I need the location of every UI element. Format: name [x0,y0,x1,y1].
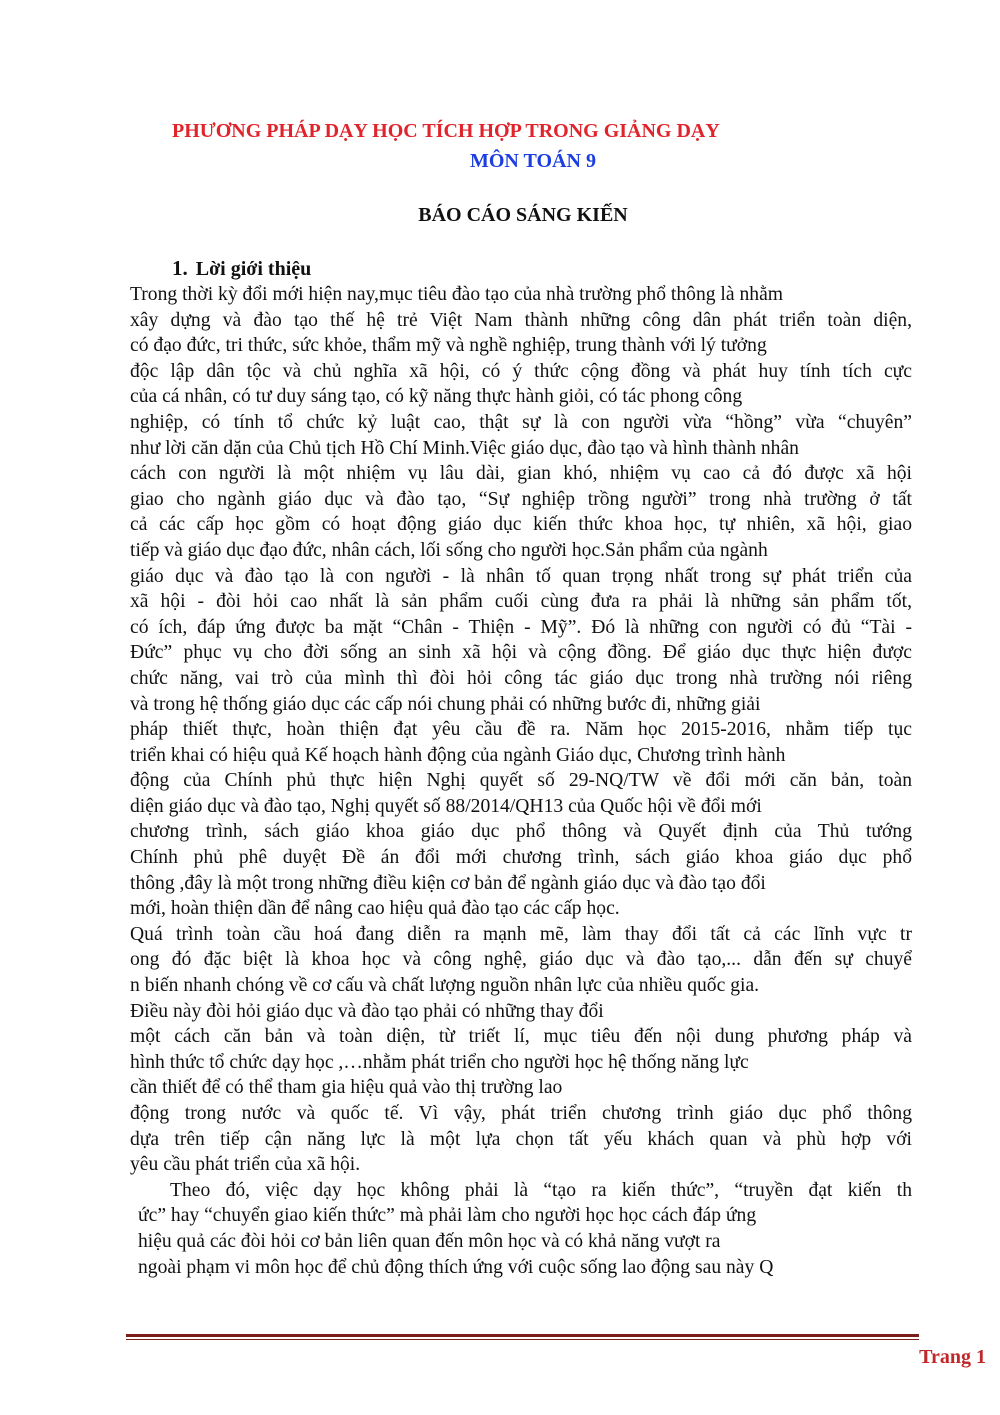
body-line: triển khai có hiệu quả Kế hoạch hành động của ngành Giáo dục, Chương trình hành [130,744,786,766]
body-line: tiếp và giáo dục đạo đức, nhân cách, lối sống cho người học.Sản phẩm của ngành [130,539,768,561]
body-line: cả các cấp học gồm có hoạt động giáo dục kiến thức khoa học, tự nhiên, xã hội, giao [130,514,912,536]
document-subtitle: MÔN TOÁN 9 [470,150,596,172]
body-line: thông ,đây là một trong những điều kiện cơ bản để ngành giáo dục và đào tạo đổi [130,872,766,894]
body-line: diện giáo dục và đào tạo, Nghị quyết số 88/2014/QH13 của Quốc hội về đổi mới [130,795,762,817]
body-line: chương trình, sách giáo khoa giáo dục phổ thông và Quyết định của Thủ tướng [130,821,912,843]
body-line: và trong hệ thống giáo dục các cấp nói chung phải có những bước đi, những giải [130,693,761,715]
body-line: có ích, đáp ứng được ba mặt “Chân - Thiện - Mỹ”. Đó là những con người có đủ “Tài - [130,616,912,638]
body-line: yêu cầu phát triển của xã hội. [130,1154,361,1176]
body-line: độc lập dân tộc và chủ nghĩa xã hội, có ý thức cộng đồng và phát huy tính tích cực [130,360,912,382]
body-line: Theo đó, việc dạy học không phải là “tạo ra kiến thức”, “truyền đạt kiến th [170,1179,912,1201]
body-line: ong đó đặc biệt là khoa học và công nghệ, giáo dục và đào tạo,... dẫn đến sự chuyể [130,949,912,971]
body-text [130,282,912,1280]
body-line: n biến nhanh chóng về cơ cấu và chất lượng nguồn nhân lực của nhiều quốc gia. [130,975,760,997]
body-line: một cách căn bản và toàn diện, từ triết lí, mục tiêu đến nội dung phương pháp và [130,1026,912,1048]
body-line: Đức” phục vụ cho đời sống an sinh xã hội và cộng đồng. Để giáo dục thực hiện được [130,642,912,664]
body-line: ức” hay “chuyển giao kiến thức” mà phải làm cho người học học cách đáp ứng [138,1205,757,1227]
body-line: giáo dục và đào tạo là con người - là nhân tố quan trọng nhất trong sự phát triển của [130,565,912,587]
body-line: của cá nhân, có tư duy sáng tạo, có kỹ năng thực hành giỏi, có tác phong công [130,386,743,408]
body-line: như lời căn dặn của Chủ tịch Hồ Chí Minh.Việc giáo dục, đào tạo và hình thành nhân [130,437,799,459]
body-line: Trong thời kỳ đổi mới hiện nay,mục tiêu đào tạo của nhà trường phổ thông là nhằm [130,284,784,305]
body-line: động của Chính phủ thực hiện Nghị quyết số 29-NQ/TW về đổi mới căn bản, toàn [130,770,912,792]
body-line: pháp thiết thực, hoàn thiện đạt yêu cầu đề ra. Năm học 2015-2016, nhằm tiếp tục [130,719,912,741]
body-line: động trong nước và quốc tế. Vì vậy, phát triển chương trình giáo dục phổ thông [130,1103,912,1124]
body-line: giao cho ngành giáo dục và đào tạo, “Sự nghiệp trồng người” trong nhà trường ở tất [130,488,912,510]
body-line: Điều này đòi hỏi giáo dục và đào tạo phải có những thay đổi [130,1000,604,1022]
body-line: nghiệp, có tính tổ chức kỷ luật cao, thật sự là con người vừa “hồng” vừa “chuyên” [130,411,912,433]
body-line: hình thức tổ chức dạy học ,…nhằm phát triển cho người học hệ thống năng lực [130,1051,749,1073]
body-line: cách con người là một nhiệm vụ lâu dài, gian khó, nhiệm vụ cao cả đó được xã hội [130,463,912,485]
body-line: Quá trình toàn cầu hoá đang diễn ra mạnh mẽ, làm thay đổi tất cả các lĩnh vực tr [130,923,912,945]
footer-rule-thin [126,1339,919,1340]
document-title: PHƯƠNG PHÁP DẠY HỌC TÍCH HỢP TRONG GIẢNG DẠY [172,120,720,142]
section-title: Lời giới thiệu [195,258,312,280]
body-line: cần thiết để có thể tham gia hiệu quả vào thị trường lao [130,1077,563,1099]
body-line: mới, hoàn thiện dần để nâng cao hiệu quả đào tạo các cấp học. [130,898,620,920]
body-line: hiệu quả các đòi hỏi cơ bản liên quan đến môn học và có khả năng vượt ra [138,1230,721,1252]
footer-rule [126,1334,919,1337]
body-line: Chính phủ phê duyệt Đề án đổi mới chương trình, sách giáo khoa giáo dục phổ [130,847,912,869]
section-number: 1. [172,256,188,280]
body-line: dựa trên tiếp cận năng lực là một lựa chọn tất yếu khách quan và phù hợp với [130,1128,912,1150]
body-line: có đạo đức, tri thức, sức khỏe, thẩm mỹ và nghề nghiệp, trung thành với lý tưởng [130,335,767,357]
body-line: chức năng, vai trò của mình thì đòi hỏi công tác giáo dục trong nhà trường nói riêng [130,667,912,689]
body-line: ngoài phạm vi môn học để chủ động thích ứng với cuộc sống lao động sau này Q [138,1256,774,1278]
page-number: Trang 1 [919,1346,986,1368]
body-line: xây dựng và đào tạo thế hệ trẻ Việt Nam thành những công dân phát triển toàn diện, [130,309,912,331]
report-title: BÁO CÁO SÁNG KIẾN [418,204,628,226]
body-line: xã hội - đòi hỏi cao nhất là sản phẩm cuối cùng đưa ra phải là những sản phẩm tốt, [130,591,912,613]
section-heading [172,256,311,281]
